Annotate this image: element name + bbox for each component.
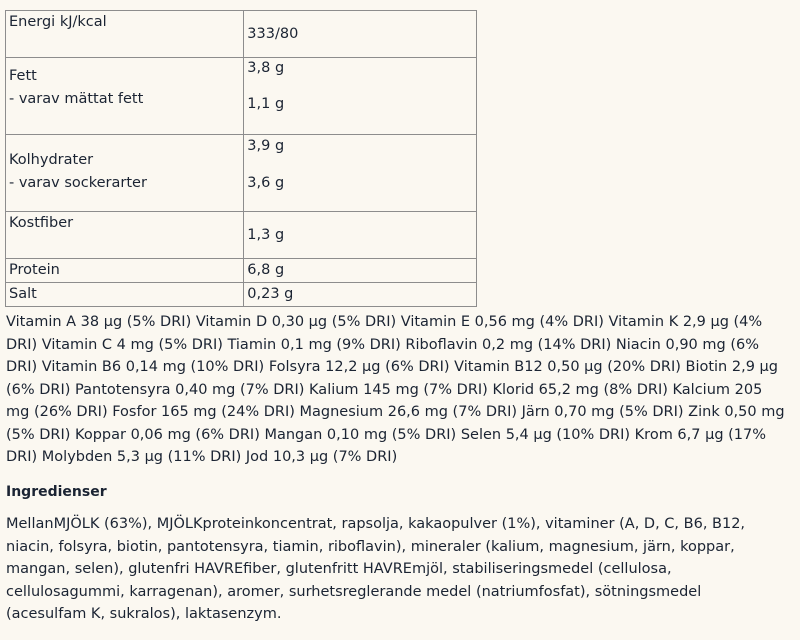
fat-label-cell (6, 58, 244, 135)
fiber-row (6, 212, 477, 259)
protein-value-cell (244, 259, 477, 283)
fat-value-cell (244, 58, 477, 135)
carbs-value-cell (244, 135, 477, 212)
protein-row (6, 259, 477, 283)
energy-label: Energi kJ/kcal (9, 14, 107, 30)
protein-label: Protein (9, 262, 60, 278)
salt-label-cell (6, 283, 244, 307)
carbs-sub-label: - varav sockerarter (9, 175, 147, 191)
energy-value-cell (244, 11, 477, 58)
fiber-label: Kostfiber (9, 215, 74, 231)
carbs-sub-value: 3,6 g (247, 175, 285, 191)
salt-value-cell (244, 283, 477, 307)
vitamins-text: Vitamin A 38 µg (5% DRI) Vitamin D 0,30 µg (5% DRI) Vitamin E 0,56 mg (4% DRI) Vitamin K 2,9 µg (4% DRI) Vitamin C 4 mg (5% DRI) Tiamin 0,1 mg (9% DRI) Riboflavin 0,2 mg (14% DRI) Niacin 0,90 mg (6% DRI) Vitamin B6 0,14 mg (10% DRI) Folsyra 12,2 µg (6% DRI) Vitamin B12 0,50 µg (20% DRI) Biotin 2,9 µg (6% DRI) Pantotensyra 0,40 mg (7% DRI) Kalium 145 mg (7% DRI) Klorid 65,2 mg (8% DRI) Kalcium 205 mg (26% DRI) Fosfor 165 mg (24% DRI) Magnesium 26,6 mg (7% DRI) Järn 0,70 mg (5% DRI) Zink 0,50 mg (5% DRI) Koppar 0,06 mg (6% DRI) Mangan 0,10 mg (5% DRI) Selen 5,4 µg (10% DRI) Krom 6,7 µg (17% DRI) Molybden 5,3 µg (11% DRI) Jod 10,3 µg (7% DRI) (6, 314, 785, 465)
carbs-row (6, 135, 477, 212)
carbs-value: 3,9 g (247, 138, 285, 154)
fat-sub-label: - varav mättat fett (9, 91, 144, 107)
fat-row (6, 58, 477, 135)
fat-label: Fett (9, 68, 37, 84)
ingredients-text: MellanMJÖLK (63%), MJÖLKproteinkoncentrat, rapsolja, kakaopulver (1%), vitaminer (A, D, C, B6, B12, niacin, folsyra, biotin, pantotensyra, tiamin, riboflavin), mineraler (kalium, magnesium, järn, koppar, mangan, selen), glutenfri HAVREfiber, glutenfritt HAVREmjöl, stabiliseringsmedel (cellulosa, cellulosagummi, karragenan), aromer, surhetsreglerande medel (natriumfosfat), sötningsmedel (acesulfam K, sukralos), laktasenzym. (6, 516, 746, 622)
protein-label-cell (6, 259, 244, 283)
fat-sub-value: 1,1 g (247, 96, 285, 112)
ingredients-heading: Ingredienser (6, 484, 107, 500)
carbs-label-cell (6, 135, 244, 212)
energy-value: 333/80 (247, 26, 299, 42)
fiber-label-cell (6, 212, 244, 259)
salt-value: 0,23 g (247, 286, 294, 302)
fiber-value-cell (244, 212, 477, 259)
energy-row (6, 11, 477, 58)
fiber-value: 1,3 g (247, 227, 285, 243)
energy-label-cell (6, 11, 244, 58)
carbs-label: Kolhydrater (9, 152, 94, 168)
protein-value: 6,8 g (247, 262, 285, 278)
salt-row (6, 283, 477, 307)
salt-label: Salt (9, 286, 37, 302)
fat-value: 3,8 g (247, 60, 285, 76)
nutrition-table (5, 10, 477, 307)
